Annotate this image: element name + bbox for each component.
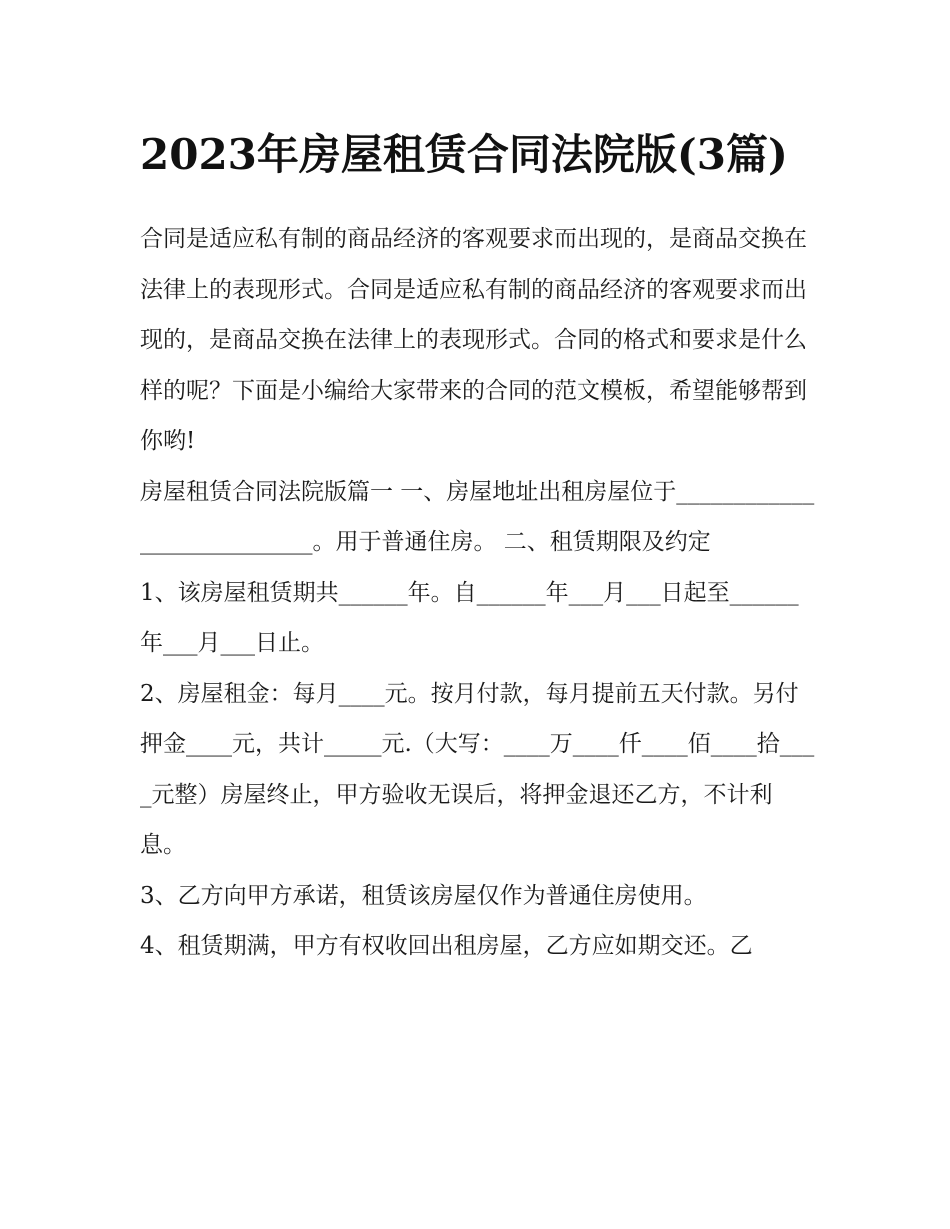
clause-2-paragraph: 2、房屋租金：每月____元。按月付款，每月提前五天付款。另付押金____元，共计_____元.（大写：____万____仟____佰____拾____元整）房屋终止，甲方验收无误后，将押金退还乙方，不计利息。 — [140, 680, 815, 858]
clause-4-paragraph: 4、租赁期满，甲方有权收回出租房屋，乙方应如期交还。乙 — [140, 933, 753, 959]
intro-paragraph: 合同是适应私有制的商品经济的客观要求而出现的，是商品交换在法律上的表现形式。合同是适应私有制的商品经济的客观要求而出现的，是商品交换在法律上的表现形式。合同的格式和要求是什么样的呢？下面是小编给大家带来的合同的范文模板，希望能够帮到你哟! — [140, 226, 807, 454]
section-one-paragraph: 房屋租赁合同法院版篇一 一、房屋地址出租房屋位于___________________________。用于普通住房。 二、租赁期限及约定 — [140, 478, 815, 555]
document-page — [140, 118, 815, 972]
clause-3-paragraph: 3、乙方向甲方承诺，租赁该房屋仅作为普通住房使用。 — [140, 882, 707, 909]
clause-1-paragraph: 1、该房屋租赁期共______年。自______年___月___日起至______年___月___日止。 — [140, 579, 799, 656]
document-title: 2023年房屋租赁合同法院版(3篇) — [140, 130, 788, 179]
